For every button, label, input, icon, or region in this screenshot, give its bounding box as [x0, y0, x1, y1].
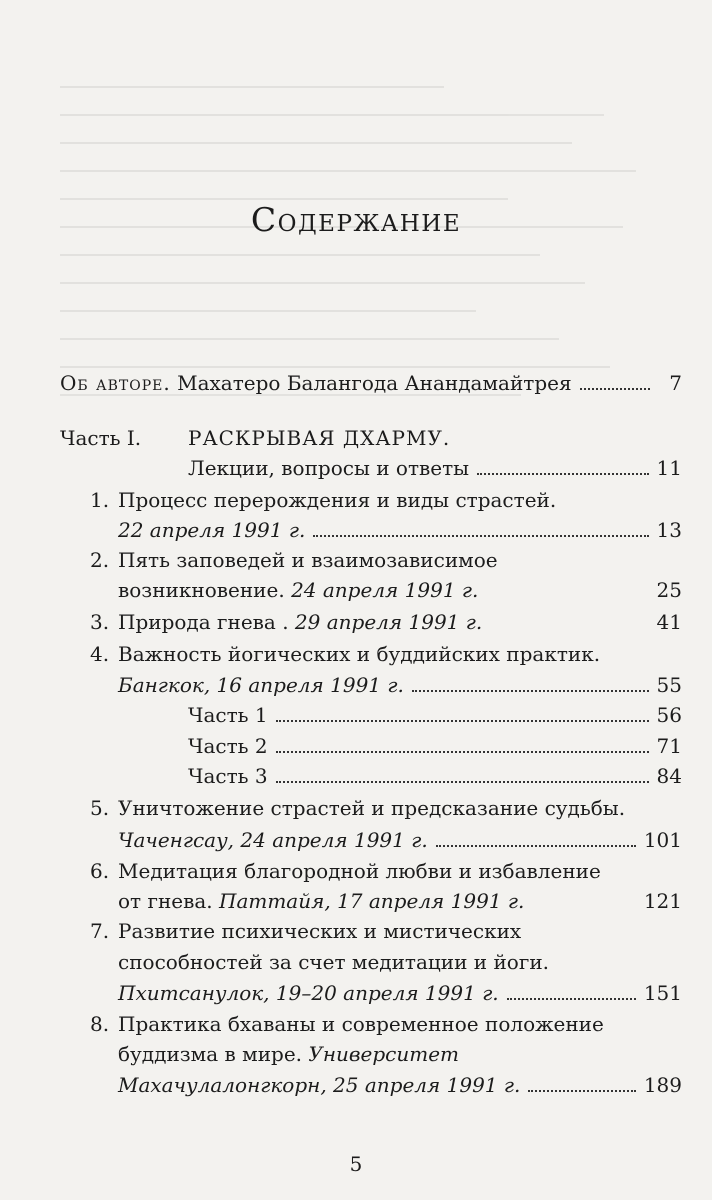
part1-title: РАСКРЫВАЯ ДХАРМУ. — [188, 426, 451, 450]
chapter-1-title: Процесс перерождения и виды страстей. — [118, 488, 557, 512]
toc-chapter-4-part-1 — [188, 701, 682, 729]
part-3-page: 84 — [656, 764, 682, 788]
part-1-label: Часть 1 — [188, 703, 268, 727]
part-2-label: Часть 2 — [188, 734, 268, 758]
chapter-4-page: 55 — [656, 673, 682, 697]
dot-leader — [436, 845, 636, 847]
chapter-3-page: 41 — [656, 610, 682, 634]
chapter-8-place: Университет — [308, 1042, 460, 1066]
chapter-7-number: 7. — [90, 919, 110, 943]
chapter-8-page: 189 — [643, 1073, 682, 1097]
chapter-8-title: Практика бхаваны и современное положение — [118, 1012, 604, 1036]
dot-leader — [313, 535, 648, 537]
chapter-8-title-cont-text: буддизма в мире. — [118, 1042, 303, 1066]
chapter-6-date: Паттайя, 17 апреля 1991 г. — [219, 889, 525, 913]
chapter-7-title: Развитие психических и мистических — [118, 919, 522, 943]
toc-about — [60, 369, 682, 397]
chapter-1-number: 1. — [90, 488, 110, 512]
chapter-2-date: 24 апреля 1991 г. — [291, 578, 479, 602]
chapter-3-number: 3. — [90, 610, 110, 634]
chapter-6-title: Медитация благородной любви и избавление — [118, 859, 601, 883]
part-2-page: 71 — [656, 734, 682, 758]
chapter-8-number: 8. — [90, 1012, 110, 1036]
chapter-5-number: 5. — [90, 796, 110, 820]
chapter-1-page: 13 — [656, 518, 682, 542]
toc-chapter-2 — [118, 576, 682, 604]
leader-space — [490, 627, 648, 629]
chapter-5-page: 101 — [643, 828, 682, 852]
toc-chapter-3 — [118, 608, 682, 636]
toc-part1-subtitle — [188, 454, 682, 482]
part1-subtitle: Лекции, вопросы и ответы — [188, 456, 470, 480]
chapter-7-date: Пхитсанулок, 19–20 апреля 1991 г. — [118, 981, 499, 1005]
toc-chapter-6 — [118, 887, 682, 915]
part1-label: Часть I. — [60, 426, 142, 450]
chapter-8-title-cont — [118, 1040, 459, 1068]
toc-chapter-4-part-2 — [188, 732, 682, 760]
dot-leader — [528, 1090, 635, 1092]
chapter-5-date: Чаченгсау, 24 апреля 1991 г. — [118, 828, 428, 852]
leader-space — [486, 595, 648, 597]
chapter-6-title-cont: от гнева. — [118, 889, 213, 913]
chapter-2-page: 25 — [656, 578, 682, 602]
chapter-4-number: 4. — [90, 642, 110, 666]
chapter-1-date: 22 апреля 1991 г. — [118, 518, 306, 542]
toc-chapter-1 — [118, 516, 682, 544]
chapter-7-page: 151 — [643, 981, 682, 1005]
chapter-2-title-cont: возникновение. — [118, 578, 285, 602]
leader-space — [532, 906, 635, 908]
dot-leader — [580, 388, 650, 390]
part1-page: 11 — [656, 456, 682, 480]
about-page: 7 — [669, 371, 682, 395]
dot-leader — [507, 998, 636, 1000]
page-title: Содержание — [250, 200, 462, 239]
dot-leader — [412, 690, 649, 692]
part-1-page: 56 — [656, 703, 682, 727]
chapter-2-title: Пять заповедей и взаимозависимое — [118, 548, 498, 572]
dot-leader — [276, 751, 649, 753]
toc-chapter-4 — [118, 671, 682, 699]
chapter-7-title-cont: способностей за счет медитации и йоги. — [118, 950, 550, 974]
chapter-4-date: Бангкок, 16 апреля 1991 г. — [118, 673, 404, 697]
dot-leader — [477, 473, 648, 475]
dot-leader — [276, 781, 649, 783]
about-label: Об авторе. — [60, 371, 171, 395]
toc-chapter-5 — [118, 826, 682, 854]
chapter-3-date: 29 апреля 1991 г. — [294, 610, 483, 634]
chapter-2-number: 2. — [90, 548, 110, 572]
page-number: 5 — [349, 1152, 363, 1176]
about-text: Махатеро Балангода Анандамайтрея — [177, 371, 572, 395]
chapter-4-title: Важность йогических и буддийских практик. — [118, 642, 601, 666]
part-3-label: Часть 3 — [188, 764, 268, 788]
chapter-3-title: Природа гнева . — [118, 610, 289, 634]
toc-chapter-8 — [118, 1071, 682, 1099]
toc-chapter-7 — [118, 979, 682, 1007]
chapter-5-title: Уничтожение страстей и предсказание судьбы. — [118, 796, 626, 820]
chapter-8-date: Махачулалонгкорн, 25 апреля 1991 г. — [118, 1073, 521, 1097]
toc-chapter-4-part-3 — [188, 762, 682, 790]
chapter-6-number: 6. — [90, 859, 110, 883]
chapter-6-page: 121 — [643, 889, 682, 913]
dot-leader — [276, 720, 649, 722]
